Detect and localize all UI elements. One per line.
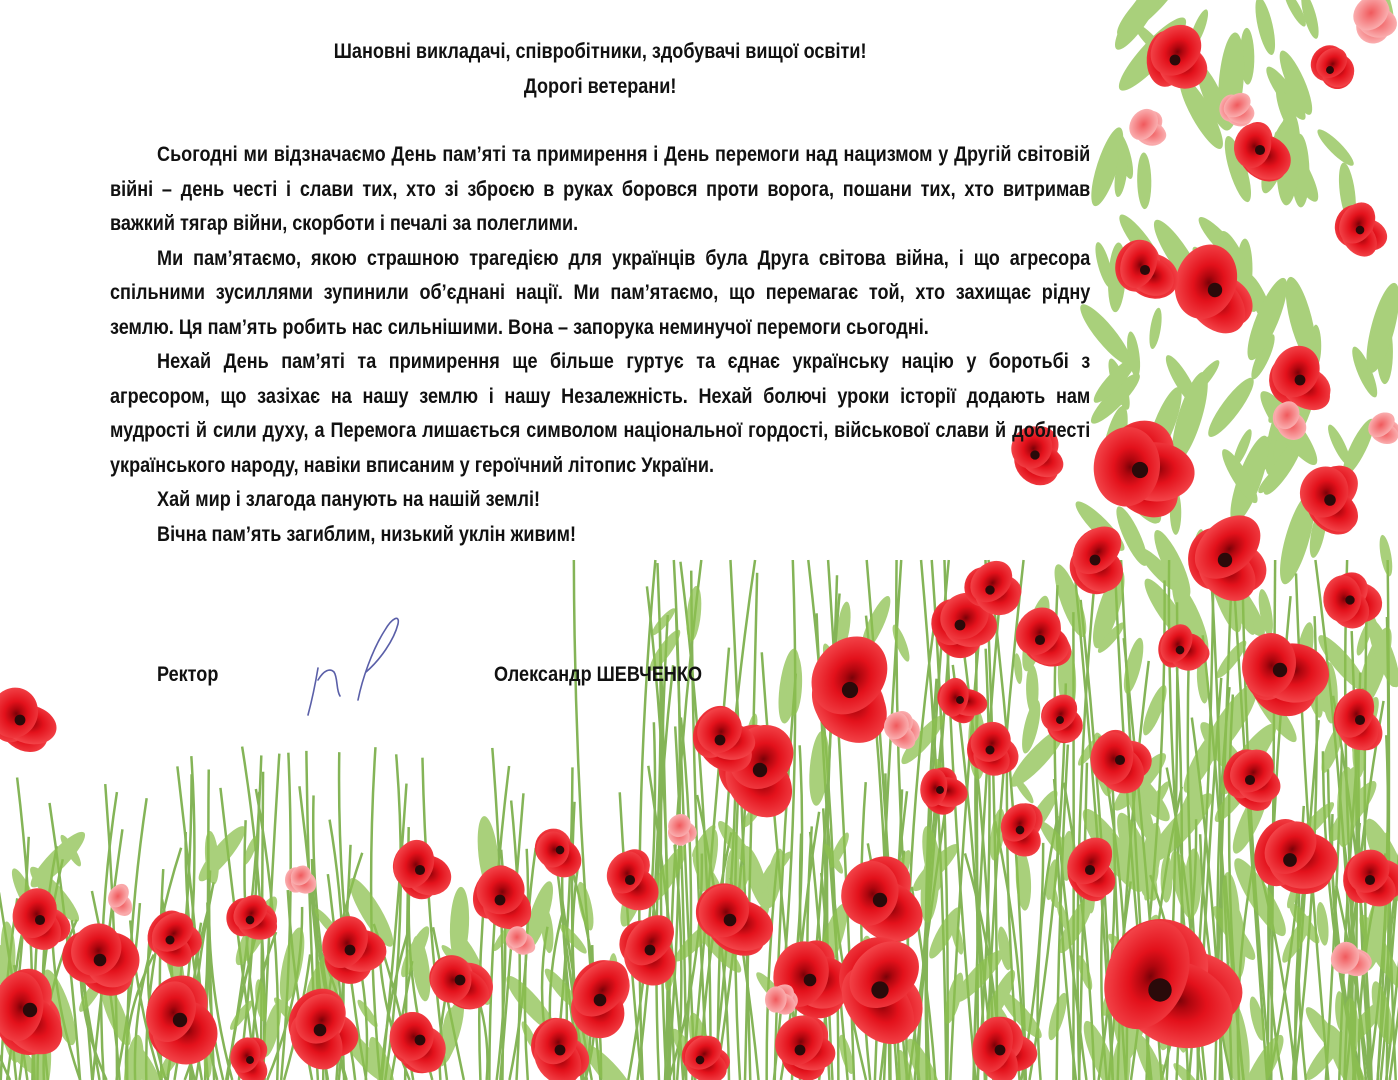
poppy-flower: [663, 809, 699, 850]
greeting-line-1: Шановні викладачі, співробітники, здобувачі вищої освіти!: [333, 39, 867, 63]
signature-block: [157, 662, 857, 702]
paragraph-1: Сьогодні ми відзначаємо День пам’яті та примирення і День перемоги над нацизмом у Другій світовій війні – день честі і слави тих, хто зі зброєю в руках боровся проти ворога, пошани тих, хто витримав важкий тягар війни, скорботи і печалі за полеглими.: [110, 142, 1091, 235]
poppy-flower: [1330, 196, 1391, 264]
greeting-line-2: Дорогі ветерани!: [523, 73, 677, 98]
paragraph-2: Ми пам’ятаємо, якою страшною трагедією для українців була Друга світова війна, і що агресора спільними зусиллями зупинили об’єднані нації. Ми пам’ятаємо, що перемагає той, хто захищає рідну землю. Ця пам’ять робить нас сильнішими. Вона – запорука неминучої перемоги сьогодні.: [110, 245, 1091, 339]
signatory-name: Олександр ШЕВЧЕНКО: [494, 662, 703, 686]
greeting: [110, 34, 1090, 103]
closing-line-2: Вічна пам’ять загиблим, низький уклін живим!: [157, 521, 577, 546]
signatory-title: Ректор: [157, 662, 219, 686]
poppy-flower: [104, 880, 137, 920]
paragraph-3: Нехай День пам’яті та примирення ще більше гуртує та єднає українську націю у боротьбі з агресором, що зазіхає на нашу землю і нашу Незалежність. Нехай болючі уроки історії додають нам мудрості й сили духу, а Перемога лишається символом національної гордості, військової слави й доблесті українського народу, навіки вписаним у героїчний літопис України.: [110, 349, 1091, 477]
poppy-flower: [1123, 103, 1168, 149]
poppy-flower: [1304, 38, 1357, 91]
poppy-flower: [0, 680, 61, 761]
poppy-flower: [915, 761, 969, 822]
closing-line-1: Хай мир і злагода панують на нашій землі!: [157, 487, 541, 511]
handwritten-signature: [300, 610, 410, 725]
letter-body: [110, 34, 1090, 551]
